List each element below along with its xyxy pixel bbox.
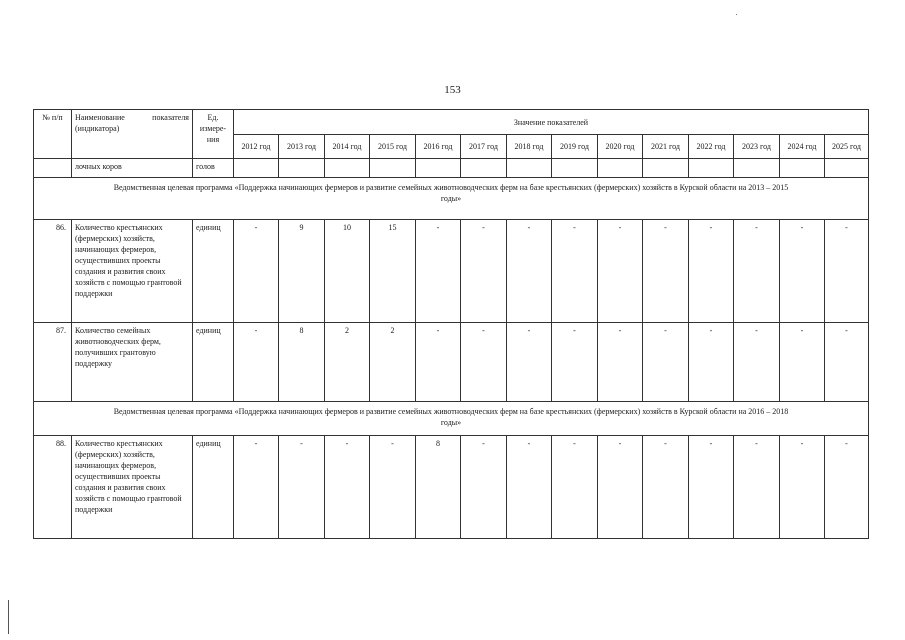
value-cell: [279, 159, 325, 178]
header-year: 2019 год: [552, 135, 598, 159]
value-cell: -: [825, 220, 869, 323]
header-name: Наименование показателя (индикатора): [72, 110, 193, 159]
value-cell: -: [461, 436, 507, 539]
table-row: [34, 159, 869, 178]
value-cell: -: [689, 436, 734, 539]
value-cell: -: [507, 436, 552, 539]
header-year: 2017 год: [461, 135, 507, 159]
value-cell: -: [325, 436, 370, 539]
table-body: [34, 159, 869, 539]
value-cell: -: [416, 220, 461, 323]
value-cell: -: [234, 323, 279, 402]
value-cell: -: [552, 220, 598, 323]
value-cell: -: [643, 323, 689, 402]
header-year: 2016 год: [416, 135, 461, 159]
unit-cell: единиц: [193, 323, 234, 402]
value-cell: -: [234, 220, 279, 323]
value-cell: [825, 159, 869, 178]
header-year: 2024 год: [780, 135, 825, 159]
value-cell: -: [689, 323, 734, 402]
value-cell: -: [689, 220, 734, 323]
row-number: 86.: [34, 220, 72, 323]
value-cell: [325, 159, 370, 178]
header-values: Значение показателей: [234, 110, 869, 135]
value-cell: -: [234, 436, 279, 539]
value-cell: -: [734, 220, 780, 323]
value-cell: [416, 159, 461, 178]
indicators-table: [33, 109, 869, 539]
value-cell: -: [734, 323, 780, 402]
value-cell: -: [507, 323, 552, 402]
value-cell: -: [734, 436, 780, 539]
value-cell: -: [643, 220, 689, 323]
program-row: [34, 402, 869, 436]
value-cell: -: [780, 323, 825, 402]
value-cell: [643, 159, 689, 178]
indicator-name: Количество семейных животноводческих ферм, получивших грантовую поддержку: [72, 323, 193, 402]
value-cell: -: [552, 436, 598, 539]
value-cell: -: [643, 436, 689, 539]
header-year: 2018 год: [507, 135, 552, 159]
value-cell: [461, 159, 507, 178]
value-cell: [689, 159, 734, 178]
value-cell: -: [507, 220, 552, 323]
value-cell: 9: [279, 220, 325, 323]
value-cell: [507, 159, 552, 178]
row-number: 88.: [34, 436, 72, 539]
row-number: [34, 159, 72, 178]
table-row: [34, 436, 869, 539]
header-year: 2012 год: [234, 135, 279, 159]
header-year: 2014 год: [325, 135, 370, 159]
program-row: [34, 178, 869, 220]
table-row: [34, 220, 869, 323]
page-number: 153: [444, 84, 461, 96]
header-year: 2013 год: [279, 135, 325, 159]
header-year: 2021 год: [643, 135, 689, 159]
value-cell: [734, 159, 780, 178]
unit-cell: голов: [193, 159, 234, 178]
value-cell: [552, 159, 598, 178]
header-num: № п/п: [34, 110, 72, 159]
header-unit: Ед. измере-ния: [193, 110, 234, 159]
value-cell: -: [461, 323, 507, 402]
value-cell: -: [598, 323, 643, 402]
value-cell: -: [825, 323, 869, 402]
program-title: Ведомственная целевая программа «Поддержка начинающих фермеров и развитие семейных животноводческих ферм на базе крестьянских (фермерских) хозяйств в Курской области на 2016 – 2018 годы»: [34, 402, 869, 436]
header-year: 2025 год: [825, 135, 869, 159]
value-cell: 2: [325, 323, 370, 402]
program-title: Ведомственная целевая программа «Поддержка начинающих фермеров и развитие семейных животноводческих ферм на базе крестьянских (фермерских) хозяйств в Курской области на 2013 – 2015 годы»: [34, 178, 869, 220]
header-year: 2015 год: [370, 135, 416, 159]
value-cell: -: [461, 220, 507, 323]
header-year: 2020 год: [598, 135, 643, 159]
value-cell: 15: [370, 220, 416, 323]
value-cell: 8: [279, 323, 325, 402]
value-cell: -: [780, 220, 825, 323]
unit-cell: единиц: [193, 436, 234, 539]
scan-speck: [736, 14, 737, 15]
value-cell: 10: [325, 220, 370, 323]
value-cell: [234, 159, 279, 178]
row-number: 87.: [34, 323, 72, 402]
indicator-name: лочных коров: [72, 159, 193, 178]
unit-cell: единиц: [193, 220, 234, 323]
value-cell: [598, 159, 643, 178]
value-cell: -: [279, 436, 325, 539]
value-cell: 8: [416, 436, 461, 539]
indicator-name: Количество крестьянских (фермерских) хозяйств, начинающих фермеров, осуществивших проекты создания и развития своих хозяйств с помощью грантовой поддержки: [72, 220, 193, 323]
value-cell: -: [825, 436, 869, 539]
value-cell: [370, 159, 416, 178]
value-cell: -: [416, 323, 461, 402]
value-cell: 2: [370, 323, 416, 402]
table-row: [34, 323, 869, 402]
header-year: 2023 год: [734, 135, 780, 159]
value-cell: -: [598, 220, 643, 323]
value-cell: -: [780, 436, 825, 539]
value-cell: -: [552, 323, 598, 402]
value-cell: -: [370, 436, 416, 539]
indicator-name: Количество крестьянских (фермерских) хозяйств, начинающих фермеров, осуществивших проекты создания и развития своих хозяйств с помощью грантовой поддержки: [72, 436, 193, 539]
value-cell: [780, 159, 825, 178]
header-year: 2022 год: [689, 135, 734, 159]
value-cell: -: [598, 436, 643, 539]
scan-margin-line: [8, 600, 9, 634]
